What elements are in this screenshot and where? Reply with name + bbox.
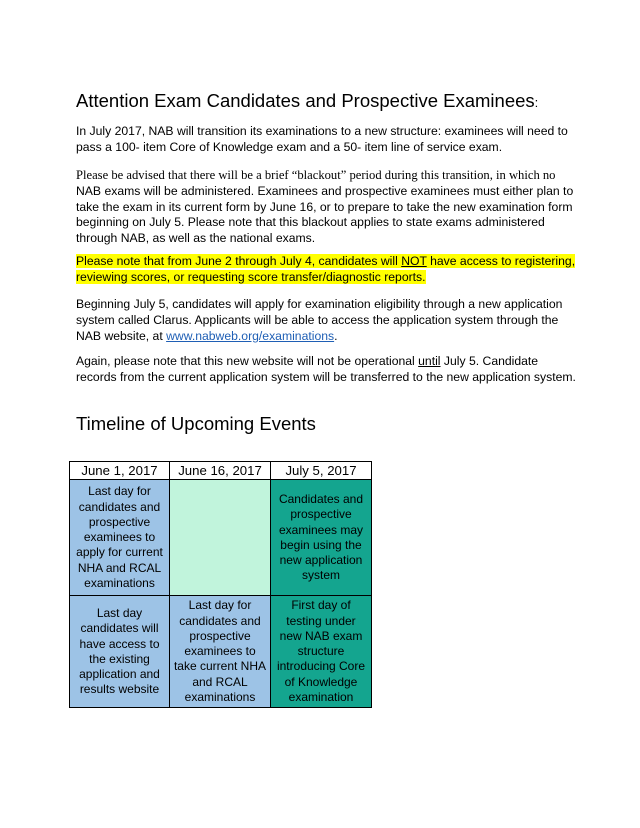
website-paragraph-until: until [418,354,441,368]
access-notice-paragraph [76,254,576,286]
transition-paragraph: In July 2017, NAB will transition its examinations to a new structure: examinees will need to pass a 100- item Core of Knowledge exam and a 50- item line of service exam. [76,124,568,154]
blackout-paragraph [76,168,576,247]
timeline-table [69,461,372,708]
timeline-header-june-16: June 16, 2017 [170,462,271,480]
timeline-cell-empty [170,480,271,596]
timeline-cell: Candidates and prospective examinees may begin using the new application system [271,480,372,596]
page-title [76,90,538,114]
access-notice-before: Please note that from June 2 through July 4, candidates will [76,254,402,268]
timeline-cell: First day of testing under new NAB exam structure introducing Core of Knowledge examination [271,596,372,708]
timeline-row [70,480,372,596]
website-paragraph-after: July 5. Candidate records from the current application system will be transferred to the new application system. [76,354,576,384]
timeline-cell: Last day for candidates and prospective examinees to take current NHA and RCAL examinations [170,596,271,708]
examinations-link[interactable]: www.nabweb.org/examinations [166,328,335,343]
timeline-header-row [70,462,372,480]
blackout-paragraph-lead: Please be advised that there will be a brief “blackout” period during this transition, in which no [76,168,556,182]
timeline-cell: Last day candidates will have access to the existing application and results website [70,596,170,708]
clarus-paragraph-end: . [334,328,338,343]
blackout-paragraph-rest: NAB exams will be administered. Examinees and prospective examinees must either plan to take the exam in its current form by June 16, or to prepare to take the new examination form beginning on July 5. Please note that this blackout applies to state exams administered through NAB, as well as the national exams. [76,183,574,246]
clarus-paragraph [76,297,576,344]
clarus-paragraph-text: Beginning July 5, candidates will apply for examination eligibility through a new application system called Clarus. Applicants will be able to access the application system through the NAB website, at [76,297,563,343]
timeline-row [70,596,372,708]
website-paragraph-before: Again, please note that this new website will not be operational [76,354,419,368]
timeline-cell: Last day for candidates and prospective examinees to apply for current NHA and RCAL examinations [70,480,170,596]
access-notice-after: have access to registering, reviewing scores, or requesting score transfer/diagnostic reports. [76,254,576,284]
page-title-text: Attention Exam Candidates and Prospective Examinees [76,90,535,111]
access-notice-not: NOT [401,254,427,268]
timeline-title: Timeline of Upcoming Events [76,413,316,434]
website-paragraph [76,354,576,386]
page-title-colon: : [534,95,539,110]
timeline-header-july-5: July 5, 2017 [271,462,372,480]
timeline-header-june-1: June 1, 2017 [70,462,170,480]
